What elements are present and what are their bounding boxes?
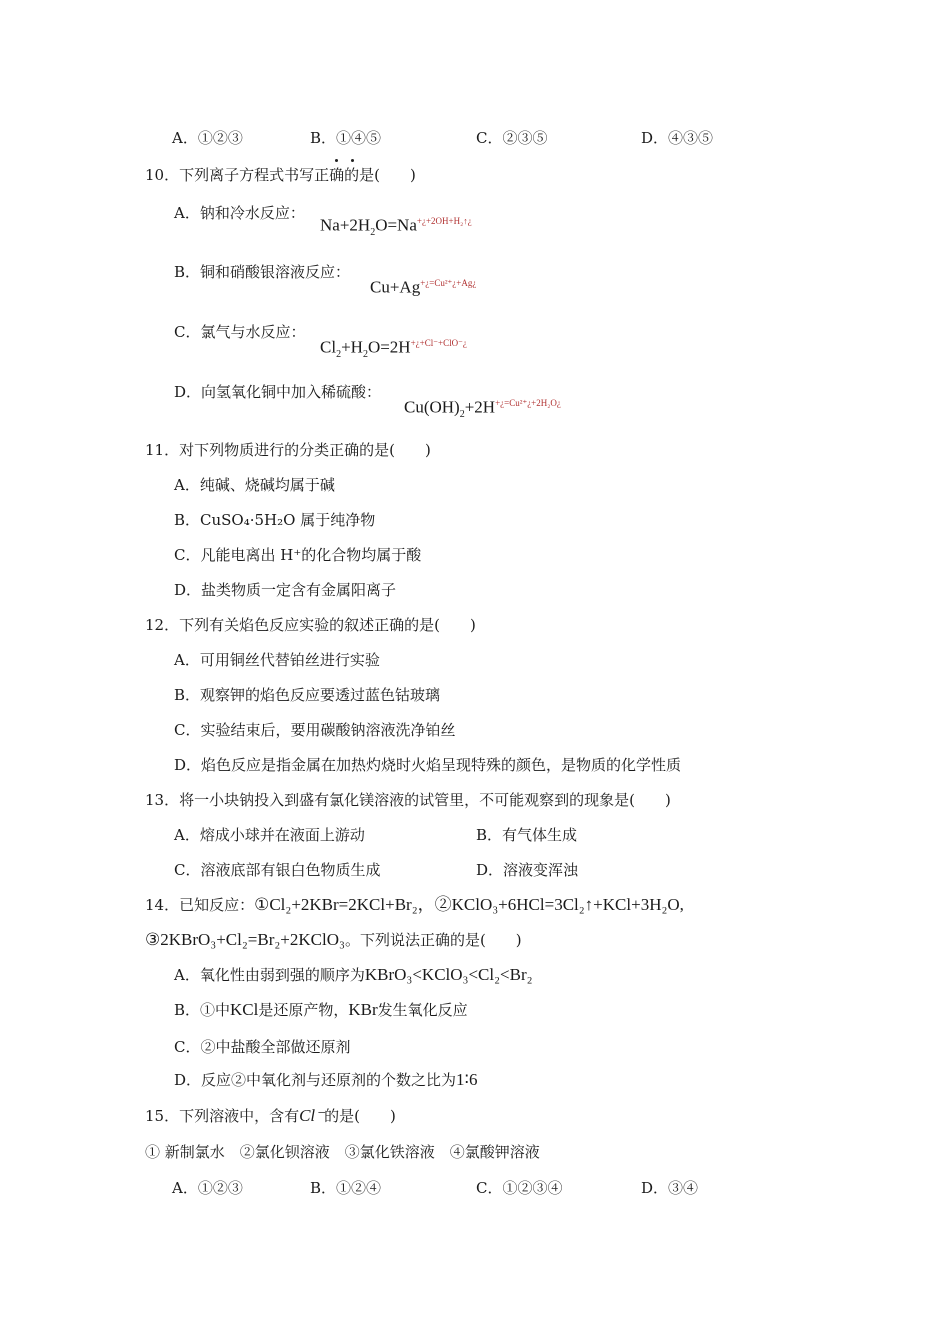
q14-stem-line1: 14．已知反应：①Cl₂+2KBr=2KCl+Br₂，②KClO₃+6HCl=3Cl₂↑+KCl+3H₂O, xyxy=(145,895,684,914)
q12-option-a: A．可用铜丝代替铂丝进行实验 xyxy=(174,651,380,669)
q15-option-a: A．①②③ xyxy=(172,1179,243,1197)
q10-option-d: D．向氢氧化铜中加入稀硫酸： xyxy=(174,383,382,401)
q12-option-d: D．焰色反应是指金属在加热灼烧时火焰呈现特殊的颜色，是物质的化学性质 xyxy=(174,756,682,774)
q10-option-c: C．氯气与水反应： xyxy=(174,323,306,341)
q15-option-d: D．③④ xyxy=(641,1179,699,1197)
q11-stem: 11．对下列物质进行的分类正确的是( ) xyxy=(145,441,431,459)
q15-stem: 15．下列溶液中，含有Cl⁻的是( ) xyxy=(145,1106,396,1125)
q10-option-c-equation: $Cl_2+H_2O=2H^{+¿+Cl^-+ClO^-¿}$ xyxy=(320,337,467,361)
q13-stem: 13．将一小块钠投入到盛有氯化镁溶液的试管里，不可能观察到的现象是( ) xyxy=(145,791,671,809)
q15-option-c: C．①②③④ xyxy=(476,1179,563,1197)
q14-option-a: A．氧化性由弱到强的顺序为KBrO₃<KClO₃<Cl₂<Br₂ xyxy=(174,965,533,984)
emphasis-dot xyxy=(351,159,354,162)
q10-stem: 10．下列离子方程式书写正确的是( ) xyxy=(145,166,416,184)
q14-option-c: C．②中盐酸全部做还原剂 xyxy=(174,1038,351,1056)
q14-option-d: D．反应②中氧化剂与还原剂的个数之比为1∶6 xyxy=(174,1070,478,1089)
q9-option-c: C．②③⑤ xyxy=(476,129,548,147)
q10-option-a-equation: $Na+2H_2O=Na^{+¿+2OH+H_2↑¿}$ xyxy=(320,215,472,239)
q12-option-b: B．观察钾的焰色反应要透过蓝色钴玻璃 xyxy=(174,686,441,704)
q15-option-b: B．①②④ xyxy=(310,1179,382,1197)
q13-option-a: A．熔成小球并在液面上游动 xyxy=(174,826,365,844)
q10-option-b-equation: $Cu+Ag^{+¿=Cu^{2+}¿+Ag¿}$ xyxy=(370,277,477,297)
q12-option-c: C．实验结束后，要用碳酸钠溶液洗净铂丝 xyxy=(174,721,456,739)
q13-option-b: B．有气体生成 xyxy=(476,826,578,844)
q10-option-d-equation: $Cu(OH)_2+2H^{+¿=Cu^{2+}¿+2H_2O¿}$ xyxy=(404,397,561,421)
q11-option-c: C．凡能电离出 H⁺的化合物均属于酸 xyxy=(174,546,422,564)
q12-stem: 12．下列有关焰色反应实验的叙述正确的是( ) xyxy=(145,616,476,634)
q14-option-b: B．①中KCl是还原产物，KBr发生氧化反应 xyxy=(174,1000,468,1019)
q14-stem-line2: ③2KBrO₃+Cl₂=Br₂+2KClO₃。下列说法正确的是( ) xyxy=(145,930,522,949)
q10-option-a: A．钠和冷水反应： xyxy=(174,204,305,222)
q11-option-d: D．盐类物质一定含有金属阳离子 xyxy=(174,581,397,599)
q15-items: ① 新制氯水 ②氯化钡溶液 ③氯化铁溶液 ④氯酸钾溶液 xyxy=(145,1143,540,1161)
q11-option-a: A．纯碱、烧碱均属于碱 xyxy=(174,476,335,494)
q9-option-b: B．①④⑤ xyxy=(310,129,382,147)
q9-option-a: A．①②③ xyxy=(172,129,243,147)
q11-option-b: B．CuSO₄·5H₂O 属于纯净物 xyxy=(174,511,376,529)
q13-option-d: D．溶液变浑浊 xyxy=(476,861,579,879)
q13-option-c: C．溶液底部有银白色物质生成 xyxy=(174,861,381,879)
emphasis-dot xyxy=(335,159,338,162)
q9-option-d: D．④③⑤ xyxy=(641,129,714,147)
q10-option-b: B．铜和硝酸银溶液反应： xyxy=(174,263,351,281)
